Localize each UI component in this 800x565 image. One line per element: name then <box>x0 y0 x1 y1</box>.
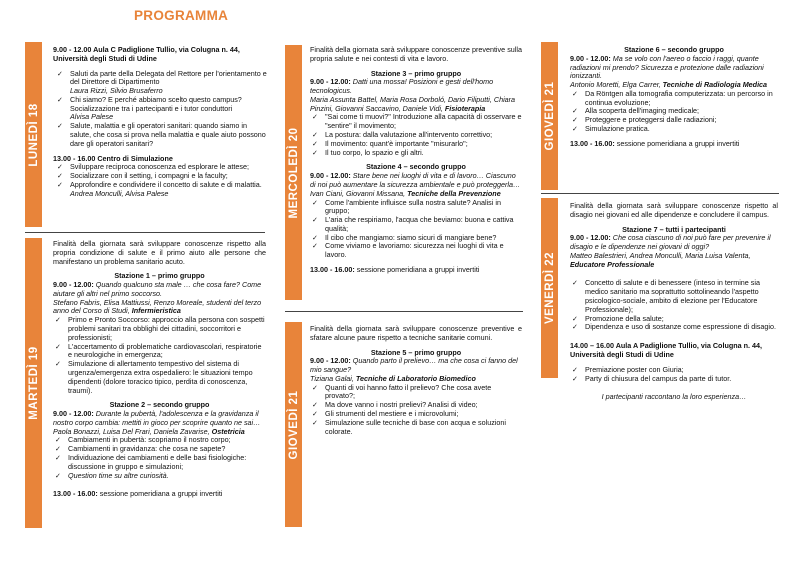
station-6-time: 9.00 - 12.00: <box>570 53 611 63</box>
list-item: ✓ La postura: dalla valutazione all'intervento correttivo; <box>310 131 522 140</box>
station-5-question: Quando parto il prelievo… ma che cosa ci fanno del mio sangue? <box>310 356 518 375</box>
tuesday-afternoon-text: sessione pomeridiana a gruppi invertiti <box>97 489 223 499</box>
list-item: ✓ Simulazione di allertamento tempestivo del sistema di urgenza/emergenza extra ospedaliero: le situazioni tempo dipendenti (dolore toracico tipico, perdita di conoscenza, traumi). <box>53 360 266 395</box>
station-7-time: 9.00 - 12.00: <box>570 233 611 243</box>
list-item: ✓ Il cibo che mangiamo: siamo sicuri di mangiare bene? <box>310 234 522 243</box>
station-5-title: Stazione 5 – primo gruppo <box>370 347 462 357</box>
station-3-title: Stazione 3 – primo gruppo <box>370 68 462 78</box>
station-5-time: 9.00 - 12.00: <box>310 356 351 366</box>
station-6-question: Ma se volo con l'aereo o faccio i raggi, quante radiazioni mi prendo? Sicurezza e protezione dalle radiazioni ionizzanti. <box>570 53 764 81</box>
station-4-bullets <box>310 199 522 260</box>
list-item: ✓ Ma dove vanno i nostri prelievi? Analisi di video; <box>310 401 522 410</box>
wednesday-afternoon-time: 13.00 - 16.00: <box>310 264 355 274</box>
list-item: ✓ Il movimento: quant'è importante "misurarlo"; <box>310 140 522 149</box>
station-2-names: Paola Bonazzi, Luisa Del Frari, Daniela Zavarise, <box>53 426 210 436</box>
day-label-venerdi: VENERDÌ 22 <box>543 251 556 325</box>
divider-col3 <box>541 193 779 194</box>
day-label-lunedi: LUNEDÌ 18 <box>27 102 40 167</box>
list-item: ✓ Come viviamo e lavoriamo: sicurezza nei luoghi di vita e lavoro. <box>310 242 522 260</box>
wednesday-afternoon-text: sessione pomeridiana a gruppi invertiti <box>354 264 480 274</box>
list-item: ✓ Sviluppare reciproca conoscenza ed esplorare le attese; <box>55 163 270 172</box>
day-label-martedi: MARTEDÌ 19 <box>27 346 40 420</box>
list-item: ✓ Chi siamo? E perché abbiamo scelto questo campus? Socializzazione tra i partecipanti e i tutor conduttori Alvisa Palese <box>55 96 270 122</box>
list-item: ✓ Promozione della salute; <box>570 315 778 324</box>
tuesday-intro: Finalità della giornata sarà sviluppare conoscenze rispetto alla propria condizione di salute e il primo aiuto alle persone che manifestano un problema sanitario acuto. <box>53 239 266 266</box>
list-item: ✓ Proteggere e proteggersi dalle radiazioni; <box>570 116 778 125</box>
station-4-question: Stare bene nei luoghi di vita e di lavoro… Ciascuno di noi può aumentare la sicurezza ambientale e può proteggerla… <box>310 171 521 189</box>
day-label-mercoledi: MERCOLEDÌ 20 <box>287 127 300 218</box>
station-3-course: Fisioterapia <box>442 103 486 113</box>
list-item: ✓ Concetto di salute e di benessere (inteso in termine sia medico sanitario ma soprattutto sottolineando l'aspetto psicologico-sociale, ambito di elezione per l'Educatore Professionale); <box>570 279 778 314</box>
list-item: ✓ Cambiamenti in gravidanza: che cosa ne sapete? <box>53 445 266 454</box>
simulation-names: Andrea Monculli, Alvisa Palese <box>70 188 169 198</box>
station-4-course: Tecniche della Prevenzione <box>405 188 501 198</box>
thursday-lab-section <box>310 325 522 436</box>
station-1-bullets <box>53 316 266 395</box>
station-2-question: Durante la pubertà, l'adolescenza e la gravidanza il nostro corpo cambia: mettiti in gioco per scoprire quanto ne sai… <box>53 409 261 427</box>
thursday-afternoon-text: sessione pomeridiana a gruppi invertiti <box>614 138 740 148</box>
simulation-header: 13.00 - 16.00 Centro di Simulazione <box>53 153 173 163</box>
closing-header: 14.00 – 16.00 Aula A Padiglione Tullio, via Colugna n. 44, Università degli Studi di Udine <box>570 341 762 359</box>
station-7-names: Matteo Balestrieri, Andrea Monculli, Maria Luisa Valenta, <box>570 250 751 260</box>
station-5-bullets <box>310 384 522 437</box>
simulation-bullet-list <box>53 163 270 189</box>
station-6-title: Stazione 6 – secondo gruppo <box>624 45 724 54</box>
list-item: ✓ Come l'ambiente influisce sulla nostra salute? Analisi in gruppo; <box>310 199 522 217</box>
station-5-course: Tecniche di Laboratorio Biomedico <box>353 373 476 383</box>
divider-col1 <box>25 232 265 233</box>
station-2-title: Stazione 2 – secondo gruppo <box>109 400 210 410</box>
station-2-course: Ostetricia <box>209 426 245 436</box>
friday-intro: Finalità della giornata sarà sviluppare conoscenze rispetto al disagio nei giovani ed alle dipendenze e concludere il campus. <box>570 201 778 219</box>
station-1-course: Infermieristica <box>129 306 181 316</box>
tuesday-afternoon-time: 13.00 - 16.00: <box>53 489 98 499</box>
list-item: ✓ Simulazione sulle tecniche di base con acqua e soluzioni colorate. <box>310 419 522 437</box>
list-item: ✓ "Sai come ti muovi?" Introduzione alla capacità di osservare e "sentire" il movimento; <box>310 113 522 131</box>
list-item: ✓ Gli strumenti del mestiere e i microvolumi; <box>310 410 522 419</box>
thursday-radiology-section <box>570 46 778 149</box>
list-item: ✓ L'aria che respiriamo, l'acqua che beviamo: buona e cattiva qualità; <box>310 216 522 234</box>
day-bar-venerdi <box>541 198 558 378</box>
day-label-giovedi-b: GIOVEDÌ 21 <box>543 81 556 151</box>
day-label-giovedi-a: GIOVEDÌ 21 <box>287 390 300 459</box>
page-title: PROGRAMMA <box>134 8 229 23</box>
station-6-course: Tecniche di Radiologia Medica <box>660 80 768 90</box>
monday-section <box>53 46 270 199</box>
list-item: ✓ Approfondire e condividere il concetto di salute e di malattia. <box>55 181 270 190</box>
list-item: ✓ Alla scoperta dell'imaging medicale; <box>570 107 778 116</box>
list-item: ✓ Simulazione pratica. <box>570 125 778 134</box>
station-3-question: Datti una mossa! Posizioni e gesti dell'homo tecnologicus. <box>310 77 494 96</box>
monday-header: 9.00 - 12.00 Aula C Padiglione Tullio, via Colugna n. 44, Università degli Studi di Udine <box>53 45 240 63</box>
wednesday-intro: Finalità della giornata sarà sviluppare conoscenze preventive sulla propria salute e nei contesti di vita e lavoro. <box>310 45 522 63</box>
station-1-title: Stazione 1 – primo gruppo <box>114 271 205 281</box>
station-4-names: Ivan Ciani, Giovanni Missana, <box>310 188 406 198</box>
monday-bullet-list <box>53 70 270 149</box>
station-2-time: 9.00 - 12.00: <box>53 409 94 419</box>
list-item: ✓ L'accertamento di problematiche cardiovascolari, respiratorie e neurologiche in emergenza; <box>53 343 266 361</box>
tuesday-section <box>53 240 266 499</box>
list-item: ✓ Cambiamenti in pubertà: scopriamo il nostro corpo; <box>53 436 266 445</box>
friday-section <box>570 202 778 402</box>
station-7-bullets <box>570 279 778 332</box>
thursday-intro: Finalità della giornata sarà sviluppare conoscenze preventive e sfatare alcune paure rispetto a tecniche sanitarie comuni. <box>310 324 522 342</box>
list-item: ✓ Da Röntgen alla tomografia computerizzata: un percorso in continua evoluzione; <box>570 90 778 108</box>
station-6-names: Antonio Moretti, Elga Carrer, <box>570 80 661 90</box>
day-bar-martedi <box>25 238 42 528</box>
station-7-question: Che cosa ciascuno di noi può fare per prevenire il disagio e le dipendenze nei giovani di oggi? <box>570 233 771 252</box>
station-5-names: Tiziana Galai, <box>310 373 354 383</box>
station-3-bullets <box>310 113 522 157</box>
station-3-names: Maria Assunta Battel, Maria Rosa Dorboló, Dario Filiputti, Chiara Pinzini, Giovanni Saccavino, Daniele Vidi, <box>310 94 516 113</box>
station-4-time: 9.00 - 12.00: <box>310 171 351 181</box>
list-item: ✓ Party di chiusura del campus da parte di tutor. <box>570 375 778 384</box>
list-item: ✓ Primo e Pronto Soccorso: approccio alla persona con sospetti problemi sanitari tra obblighi dei cittadini, soccorritori e professionisti; <box>53 316 266 342</box>
station-7-course: Educatore Professionale <box>570 259 655 269</box>
station-7-title: Stazione 7 – tutti i partecipanti <box>622 224 726 234</box>
list-item: ✓ Dipendenza e uso di sostanze come espressione di disagio. <box>570 323 778 332</box>
station-1-names: Stefano Fabris, Elisa Mattiussi, Renzo Moreale, studenti del terzo anno del Corso di Studi, <box>53 297 262 316</box>
closing-note: I partecipanti raccontano la loro esperienza… <box>601 392 747 402</box>
station-1-question: Quando qualcuno sta male … che cosa fare? Come aiutare gli altri nel primo soccorso. <box>53 280 262 298</box>
list-item: ✓ Salute, malattia e gli operatori sanitari: quando siamo in salute, che cosa si prova nella malattia e quale aiuto possono dare gli operatori sanitari? <box>55 122 270 148</box>
wednesday-section <box>310 46 522 275</box>
station-3-time: 9.00 - 12.00: <box>310 77 351 87</box>
station-6-bullets <box>570 90 778 134</box>
day-bar-giovedi-a <box>285 322 302 527</box>
divider-col2 <box>285 311 523 312</box>
station-2-bullets <box>53 436 266 480</box>
station-4-title: Stazione 4 – secondo gruppo <box>366 162 466 172</box>
list-item: ✓ Saluti da parte della Delegata del Rettore per l'orientamento e del Direttore di Dipartimento Laura Rizzi, Silvio Brusaferro <box>55 70 270 96</box>
day-bar-mercoledi <box>285 45 302 300</box>
list-item: ✓ Socializzare con il setting, i compagni e la faculty; <box>55 172 270 181</box>
list-item: ✓ Question time su altre curiosità. <box>53 472 266 481</box>
list-item: ✓ Quanti di voi hanno fatto il prelievo? Che cosa avete provato?; <box>310 384 522 402</box>
station-1-time: 9.00 - 12.00: <box>53 280 94 290</box>
list-item: ✓ Individuazione dei cambiamenti e delle basi fisiologiche: discussione in gruppo e simulazioni; <box>53 454 266 472</box>
thursday-afternoon-time: 13.00 - 16.00: <box>570 138 615 148</box>
list-item: ✓ Il tuo corpo, lo spazio e gli altri. <box>310 149 522 158</box>
closing-bullets <box>570 366 778 384</box>
day-bar-giovedi-b <box>541 42 558 190</box>
day-bar-lunedi <box>25 42 42 227</box>
list-item: ✓ Premiazione poster con Giuria; <box>570 366 778 375</box>
